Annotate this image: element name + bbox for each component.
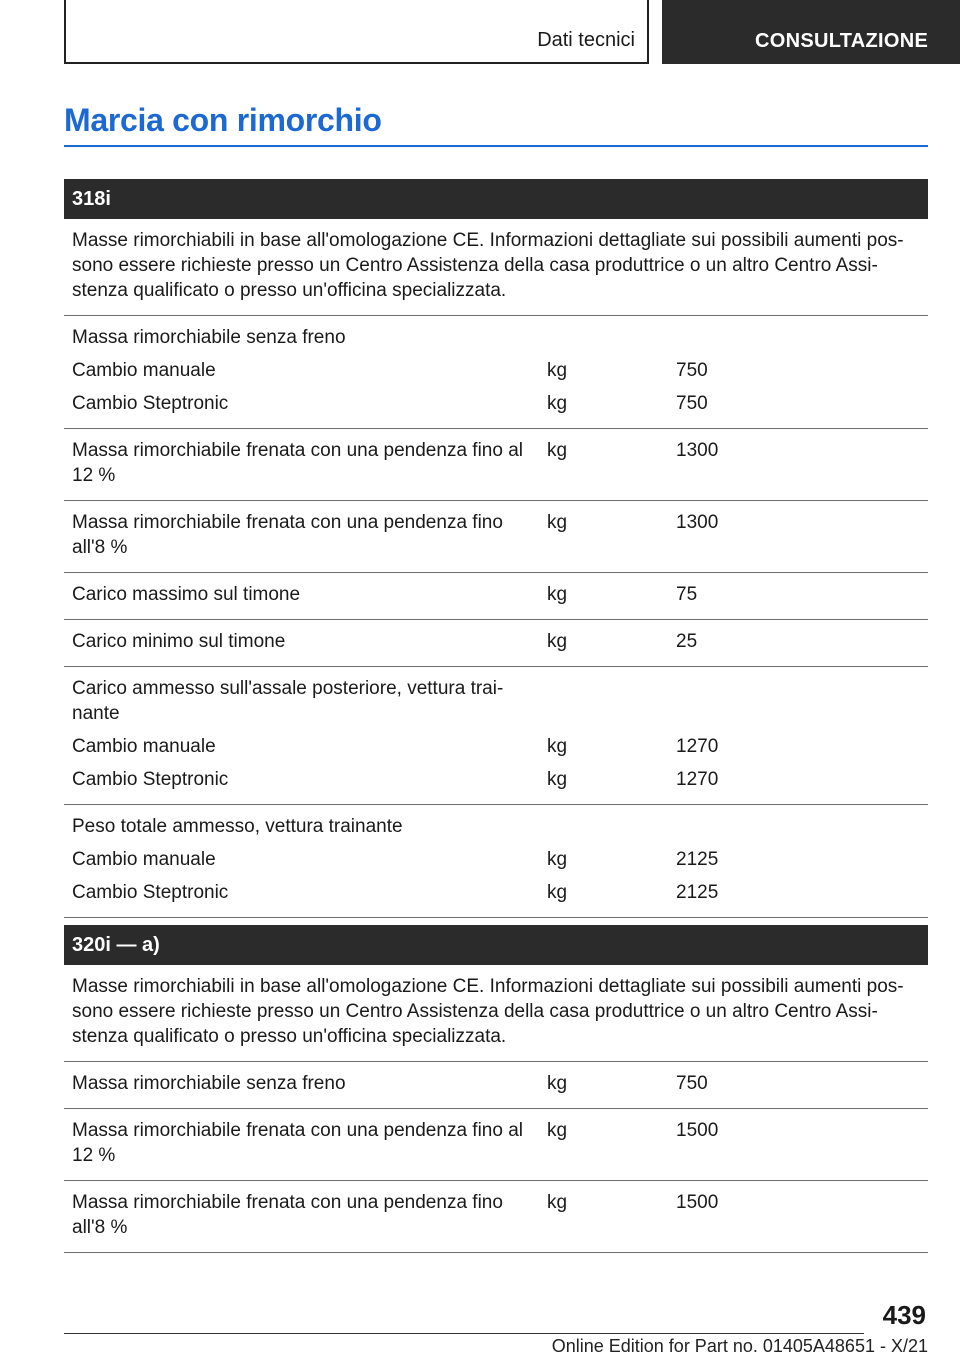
row-label: Cambio Steptronic bbox=[72, 882, 229, 903]
row-label: Cambio manuale bbox=[72, 849, 216, 870]
table-row bbox=[64, 875, 928, 918]
row-value: 2125 bbox=[676, 849, 719, 870]
row-value: 1500 bbox=[676, 1192, 719, 1213]
row-unit: kg bbox=[547, 1192, 568, 1213]
row-label: Massa rimorchiabile frenata con una pendenza fino all'8 % bbox=[72, 1192, 503, 1238]
table-note: Masse rimorchiabili in base all'omologazione CE. Informazioni dettagliate sui possibili aumenti pos-sono essere richieste presso un Centro Assistenza della casa produttrice o un altro Centro Assi-stenza qualificato o presso un'officina specializzata. bbox=[64, 219, 928, 316]
footer-edition: Online Edition for Part no. 01405A48651 - X/21 bbox=[551, 1336, 928, 1356]
table-row bbox=[64, 620, 928, 667]
spec-table-320i bbox=[64, 925, 928, 1253]
row-value: 750 bbox=[676, 1073, 708, 1094]
table-row bbox=[64, 762, 928, 805]
table-row bbox=[64, 316, 928, 353]
table-row bbox=[64, 1109, 928, 1181]
table-row bbox=[64, 1062, 928, 1109]
spec-table-318i bbox=[64, 179, 928, 918]
row-value: 1270 bbox=[676, 769, 719, 790]
table-row bbox=[64, 353, 928, 386]
footer-divider bbox=[64, 1333, 864, 1334]
row-label: Cambio manuale bbox=[72, 360, 216, 381]
row-unit: kg bbox=[547, 393, 568, 414]
table-row bbox=[64, 1181, 928, 1253]
header-chapter-title: CONSULTAZIONE bbox=[755, 30, 929, 52]
row-value: 750 bbox=[676, 393, 708, 414]
row-unit: kg bbox=[547, 440, 568, 461]
row-unit: kg bbox=[547, 631, 568, 652]
row-label: Carico minimo sul timone bbox=[72, 631, 286, 652]
row-unit: kg bbox=[547, 584, 568, 605]
table-heading: 320i — a) bbox=[64, 925, 928, 965]
row-value: 2125 bbox=[676, 882, 719, 903]
row-unit: kg bbox=[547, 512, 568, 533]
row-unit: kg bbox=[547, 769, 568, 790]
table-row bbox=[64, 805, 928, 842]
header-section-title: Dati tecnici bbox=[537, 29, 635, 51]
page-title: Marcia con rimorchio bbox=[64, 102, 382, 138]
header-chapter-box bbox=[662, 0, 960, 64]
row-label: Cambio manuale bbox=[72, 736, 216, 757]
table-row bbox=[64, 501, 928, 573]
title-divider bbox=[64, 145, 928, 147]
row-value: 25 bbox=[676, 631, 698, 652]
row-unit: kg bbox=[547, 849, 568, 870]
table-heading: 318i bbox=[64, 179, 928, 219]
table-row bbox=[64, 842, 928, 875]
page-number: 439 bbox=[882, 1300, 926, 1330]
row-label: Cambio Steptronic bbox=[72, 393, 229, 414]
row-unit: kg bbox=[547, 360, 568, 381]
row-label: Massa rimorchiabile senza freno bbox=[72, 327, 346, 348]
row-label: Massa rimorchiabile frenata con una pendenza fino al 12 % bbox=[72, 1120, 523, 1166]
row-value: 1270 bbox=[676, 736, 719, 757]
table-row bbox=[64, 573, 928, 620]
row-label: Cambio Steptronic bbox=[72, 769, 229, 790]
table-row bbox=[64, 386, 928, 429]
row-label: Massa rimorchiabile senza freno bbox=[72, 1073, 346, 1094]
row-label: Carico massimo sul timone bbox=[72, 584, 301, 605]
row-label: Carico ammesso sull'assale posteriore, vettura trai-nante bbox=[72, 678, 504, 724]
row-label: Peso totale ammesso, vettura trainante bbox=[72, 816, 403, 837]
row-unit: kg bbox=[547, 882, 568, 903]
row-value: 1500 bbox=[676, 1120, 719, 1141]
header-section-box bbox=[64, 0, 649, 64]
row-label: Massa rimorchiabile frenata con una pendenza fino all'8 % bbox=[72, 512, 503, 558]
table-row bbox=[64, 429, 928, 501]
table-row bbox=[64, 667, 928, 729]
row-label: Massa rimorchiabile frenata con una pendenza fino al 12 % bbox=[72, 440, 523, 486]
row-value: 750 bbox=[676, 360, 708, 381]
row-value: 1300 bbox=[676, 440, 719, 461]
row-unit: kg bbox=[547, 1120, 568, 1141]
table-row bbox=[64, 729, 928, 762]
table-note: Masse rimorchiabili in base all'omologazione CE. Informazioni dettagliate sui possibili aumenti pos-sono essere richieste presso un Centro Assistenza della casa produttrice o un altro Centro Assi-stenza qualificato o presso un'officina specializzata. bbox=[64, 965, 928, 1062]
row-unit: kg bbox=[547, 1073, 568, 1094]
row-unit: kg bbox=[547, 736, 568, 757]
row-value: 75 bbox=[676, 584, 698, 605]
row-value: 1300 bbox=[676, 512, 719, 533]
